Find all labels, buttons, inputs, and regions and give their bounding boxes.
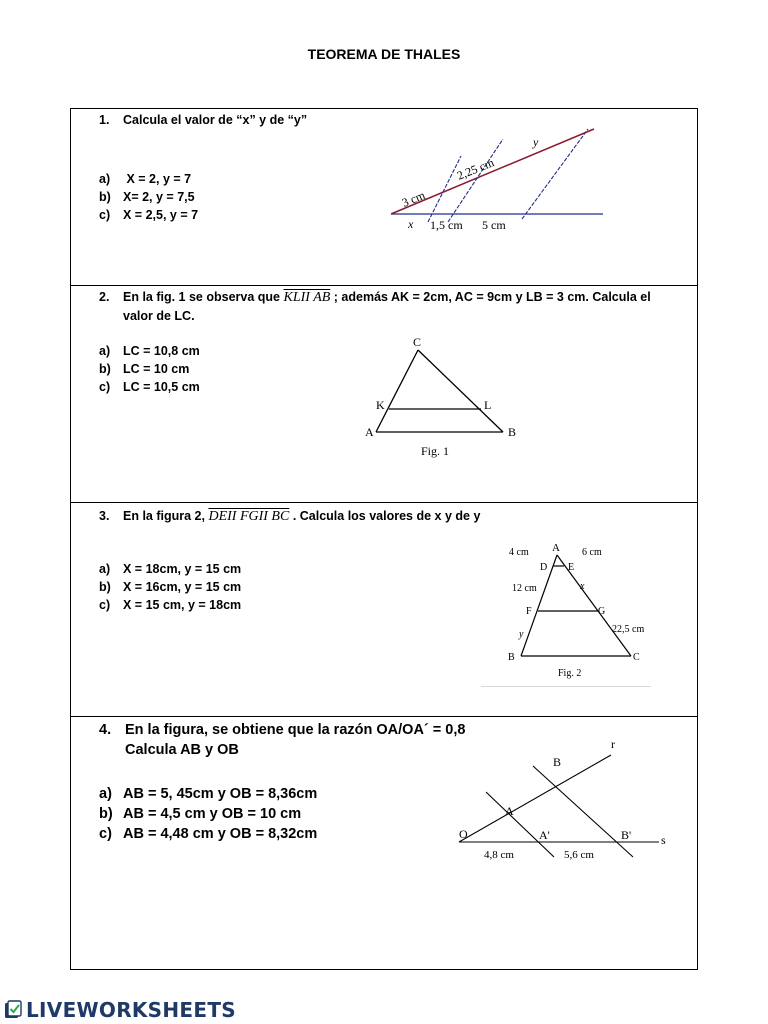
- question-3-prompt: 3. En la figura 2, DEII FGII BC . Calcula los valores de x y de y: [99, 509, 481, 524]
- option-b[interactable]: b) X= 2, y = 7,5: [99, 190, 195, 204]
- option-c[interactable]: c) LC = 10,5 cm: [99, 380, 200, 394]
- question-4-prompt: 4. En la figura, se obtiene que la razón OA/OA´ = 0,8 Calcula AB y OB: [99, 722, 466, 758]
- label-y: y: [533, 135, 539, 149]
- worksheet-table: [70, 108, 698, 970]
- divider: [481, 686, 651, 687]
- label-225cm: 2,25 cm: [454, 155, 496, 183]
- parallel-line: [428, 156, 461, 222]
- svg-text:22,5 cm: 22,5 cm: [612, 624, 645, 635]
- question-2: [71, 286, 697, 503]
- option-a[interactable]: a) LC = 10,8 cm: [99, 344, 200, 358]
- option-b[interactable]: b) X = 16cm, y = 15 cm: [99, 580, 242, 594]
- vertex-c-label: C: [413, 335, 422, 349]
- svg-text:E: E: [568, 562, 575, 573]
- option-c[interactable]: c) AB = 4,48 cm y OB = 8,32cm: [99, 826, 318, 842]
- math-notation: DEII FGII BC: [208, 509, 290, 524]
- svg-text:B': B': [621, 828, 632, 842]
- footer-branding: [4, 997, 236, 1023]
- question-3-options: [99, 560, 241, 614]
- question-2-options: [99, 342, 200, 396]
- svg-text:Fig. 2: Fig. 2: [558, 668, 582, 679]
- option-b[interactable]: b) LC = 10 cm: [99, 362, 190, 376]
- svg-text:G: G: [598, 606, 606, 617]
- point-k-label: K: [376, 398, 385, 412]
- label-x: x: [408, 217, 414, 231]
- label-3cm: 3 cm: [399, 187, 428, 210]
- transversal-bb: [533, 766, 633, 857]
- svg-text:A: A: [505, 804, 514, 818]
- figure-2-triangle: [481, 533, 671, 683]
- question-1-prompt: [99, 111, 307, 129]
- svg-text:C: C: [633, 652, 640, 663]
- label-15cm: 1,5 cm: [430, 218, 463, 232]
- svg-text:O: O: [459, 827, 468, 841]
- parallel-line: [448, 139, 503, 222]
- math-notation: KLII AB: [283, 290, 331, 305]
- svg-text:F: F: [526, 606, 532, 617]
- option-a[interactable]: a) AB = 5, 45cm y OB = 8,36cm: [99, 786, 318, 802]
- vertex-a-label: A: [365, 425, 374, 439]
- svg-text:s: s: [661, 833, 666, 847]
- question-3: [71, 503, 697, 717]
- svg-text:5,6 cm: 5,6 cm: [564, 849, 594, 861]
- svg-text:D: D: [540, 562, 548, 573]
- figure-caption: Fig. 1: [421, 444, 450, 458]
- page-title: TEOREMA DE THALES: [307, 46, 461, 62]
- question-1: [71, 109, 697, 286]
- figure-rays: [449, 731, 685, 863]
- question-4: [71, 717, 697, 971]
- option-a[interactable]: a) X = 2, y = 7: [99, 172, 192, 186]
- svg-text:y: y: [519, 629, 524, 640]
- transversal-aa: [486, 792, 554, 857]
- option-c[interactable]: c) X = 2,5, y = 7: [99, 208, 199, 222]
- question-2-prompt: 2. En la fig. 1 se observa que KLII AB ; además AK = 2cm, AC = 9cm y LB = 3 cm. Calcula el valor de LC.: [99, 290, 651, 323]
- svg-text:B: B: [508, 652, 515, 663]
- svg-text:4,8 cm: 4,8 cm: [484, 849, 514, 861]
- point-l-label: L: [484, 398, 492, 412]
- svg-text:A: A: [552, 542, 560, 554]
- question-4-options: [99, 784, 317, 844]
- option-a[interactable]: a) X = 18cm, y = 15 cm: [99, 562, 242, 576]
- svg-text:12 cm: 12 cm: [512, 583, 537, 594]
- liveworksheets-logo-icon: [4, 1000, 24, 1020]
- parallel-line: [522, 129, 588, 219]
- svg-text:r: r: [611, 737, 615, 751]
- svg-text:A': A': [539, 828, 550, 842]
- label-5cm: 5 cm: [482, 218, 506, 232]
- svg-text:6 cm: 6 cm: [582, 547, 602, 558]
- question-text: Calcula el valor de “x” y de “y”: [123, 113, 308, 127]
- footer-brand-text: LIVEWORKSHEETS: [26, 998, 237, 1022]
- option-b[interactable]: b) AB = 4,5 cm y OB = 10 cm: [99, 806, 302, 822]
- svg-text:x: x: [580, 581, 585, 592]
- figure-1-transversals: [386, 119, 616, 239]
- option-c[interactable]: c) X = 15 cm, y = 18cm: [99, 598, 242, 612]
- question-number: 1.: [99, 113, 110, 127]
- question-1-options: [99, 170, 198, 224]
- figure-1-triangle: [356, 331, 536, 461]
- svg-text:4 cm: 4 cm: [509, 547, 529, 558]
- svg-text:B: B: [553, 755, 562, 769]
- vertex-b-label: B: [508, 425, 517, 439]
